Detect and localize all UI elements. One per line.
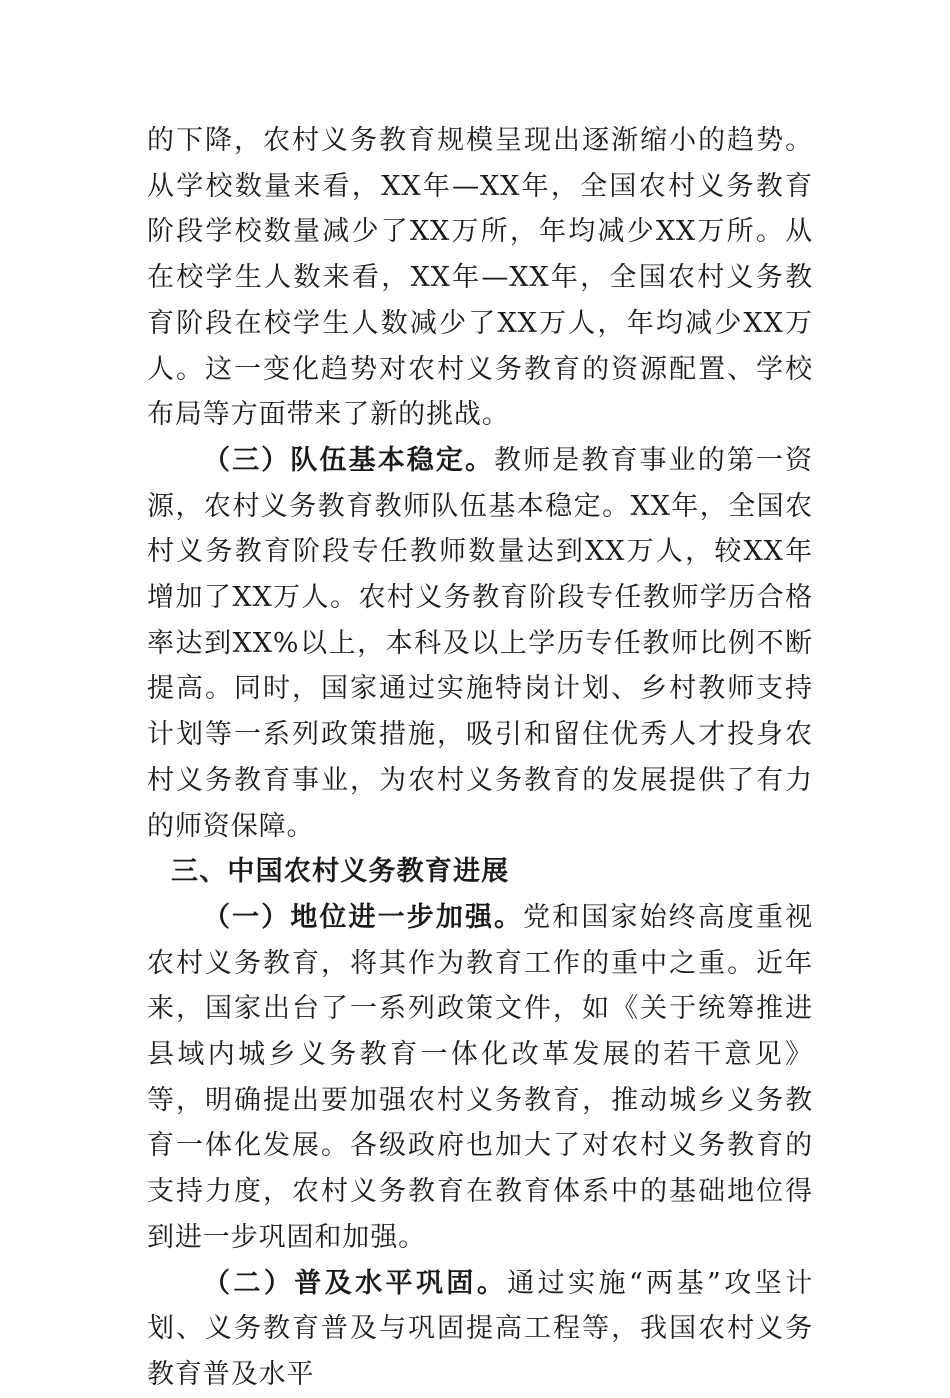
paragraph-text: 的下降，农村义务教育规模呈现出逐渐缩小的趋势。从学校数量来看，XX年—XX年，全国农村义务教育阶段学校数量减少了XX万所，年均减少XX万所。从在校学生人数来看，XX年—XX年，全国农村义务教育阶段在校学生人数减少了XX万人，年均减少XX万人。这一变化趋势对农村义务教育的资源配置、学校布局等方面带来了新的挑战。: [147, 125, 813, 431]
paragraph-team-stability: [147, 438, 813, 849]
paragraph-lead: （二）普及水平巩固。: [203, 1267, 508, 1299]
paragraph-text: 教师是教育事业的第一资源，农村义务教育教师队伍基本稳定。XX年，全国农村义务教育阶段专任教师数量达到XX万人，较XX年增加了XX万人。农村义务教育阶段专任教师学历合格率达到XX%以上，本科及以上学历专任教师比例不断提高。同时，国家通过实施特岗计划、乡村教师支持计划等一系列政策措施，吸引和留住优秀人才投身农村义务教育事业，为农村义务教育的发展提供了有力的师资保障。: [147, 444, 813, 842]
paragraph-status-strengthened: [147, 895, 813, 1261]
paragraph-lead: （一）地位进一步加强。: [203, 901, 524, 933]
document-body: [147, 118, 813, 1398]
section-heading: 三、中国农村义务教育进展: [171, 856, 510, 888]
paragraph-continuation: [147, 118, 813, 438]
paragraph-popularization: [147, 1261, 813, 1398]
paragraph-text: 党和国家始终高度重视农村义务教育，将其作为教育工作的重中之重。近年来，国家出台了一系列政策文件，如《关于统筹推进县域内城乡义务教育一体化改革发展的若干意见》等，明确提出要加强农村义务教育，推动城乡义务教育一体化发展。各级政府也加大了对农村义务教育的支持力度，农村义务教育在教育体系中的基础地位得到进一步巩固和加强。: [147, 901, 813, 1253]
paragraph-lead: （三）队伍基本稳定。: [203, 444, 495, 476]
paragraph-text: 通过实施“两基”攻坚计划、义务教育普及与巩固提高工程等，我国农村义务教育普及水平: [147, 1267, 813, 1390]
